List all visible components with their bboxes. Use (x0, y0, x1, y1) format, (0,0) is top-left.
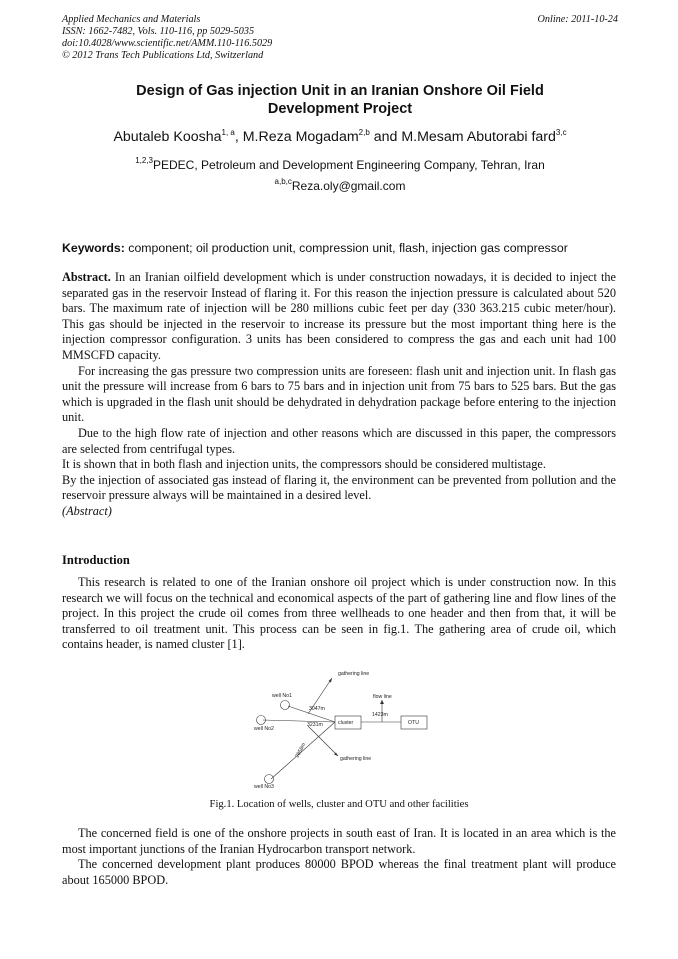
journal-header (62, 14, 618, 62)
introduction-paragraph-1: This research is related to one of the Iranian onshore oil project which is under construction now. In this research we will focus on the technical and economical aspects of the part of gathering line and flow lines of the project. In this project the crude oil comes from three wellheads to one header and then from that, it will be transferred to oil treatment unit. This process can be seen in fig.1. The gathering area of crude oil, which contains header, is named cluster [1]. (62, 575, 616, 652)
line-well2-cluster (263, 720, 335, 722)
abstract-paragraph-4: It is shown that in both flash and injection units, the compressors should be considered multistage. (62, 457, 546, 472)
label-distance-flow: 1423m (372, 712, 388, 718)
abstract-paragraph-2: For increasing the gas pressure two compression units are foreseen: flash unit and injection unit. In flash gas unit the pressure will increase from 6 bars to 75 bars and in injection unit from 75 bars to 525 bars. But the gas which is upgraded in the flash unit should be dehydrated in dehydration package before entering to the injection unit. (62, 363, 616, 425)
author-2: , M.Reza Mogadam (234, 129, 359, 145)
well-3-symbol (265, 775, 274, 784)
gathering-line-bottom (308, 726, 338, 756)
copyright-line: © 2012 Trans Tech Publications Ltd, Switzerland (62, 50, 264, 61)
abstract-label: Abstract. (62, 270, 111, 284)
label-gathering-top: gathering line (338, 671, 370, 677)
field-paragraph-2: The concerned development plant produces 80000 BPOD whereas the final treatment plant will produce about 165000 BPOD. (62, 857, 616, 887)
field-description-section (62, 826, 616, 888)
keywords (62, 241, 618, 255)
email-text[interactable]: Reza.oly@gmail.com (291, 179, 406, 193)
author-1-sup: 1, a (221, 128, 235, 137)
label-flow-line: flow line (373, 694, 392, 700)
issn-line: ISSN: 1662-7482, Vols. 110-116, pp 5029-5035 (62, 26, 255, 37)
field-paragraph-1: The concerned field is one of the onshore projects in south east of Iran. It is located in an area which is the most important junctions of the Iranian Hydrocarbon transport network. (62, 826, 616, 856)
introduction-section (62, 575, 616, 653)
title-line-1: Design of Gas injection Unit in an Iranian Onshore Oil Field (136, 83, 544, 99)
well-1-symbol (281, 701, 290, 710)
abstract-paragraph-3: Due to the high flow rate of injection and other reasons which are discussed in this paper, the compressors are selected from centrifugal types. (62, 425, 616, 456)
arrow-gathering-top (329, 678, 333, 683)
label-well-3: well No3 (254, 784, 274, 790)
affiliation-sup: 1,2,3 (135, 156, 153, 165)
abstract-paragraph-5: By the injection of associated gas instead of flaring it, the environment can be prevented from pollution and the reservoir pressure always will be maintained in a desired level. (62, 472, 616, 503)
keywords-text: component; oil production unit, compression unit, flash, injection gas compressor (124, 241, 568, 255)
email-sup: a,b,c (274, 177, 292, 186)
label-distance-2: 3231m (307, 722, 323, 728)
doi-line: doi:10.4028/www.scientific.net/AMM.110-116.5029 (62, 38, 273, 49)
keywords-label: Keywords: (62, 241, 125, 255)
label-well-1: well No1 (272, 693, 292, 699)
author-email (62, 177, 618, 193)
title-line-2: Development Project (267, 101, 413, 117)
arrow-flow-line (380, 700, 384, 704)
author-1: Abutaleb Koosha (113, 129, 222, 145)
author-2-sup: 2,b (358, 128, 370, 137)
abstract-paragraph-1: Abstract. In an Iranian oilfield development which is under construction nowadays, it is decided to inject the separated gas in the reservoir Instead of flaring it. For this reason the injection pressure is calculated about 520 bars. The maximum rate of injection will be 280 millions cubic feet per day (330 363.215 cubic meter/hour). This gas should be injected in the reservoir to increase its pressure but the most important thing here is the injection compressor configuration. 3 units has been considered to compress the gas and each unit had 100 MMSCFD capacity. (62, 270, 616, 362)
author-3-sup: 3,c (555, 128, 567, 137)
arrow-gathering-bottom (334, 753, 338, 757)
label-otu: OTU (408, 720, 419, 726)
figure-1-svg (252, 664, 442, 792)
journal-name: Applied Mechanics and Materials (62, 14, 201, 25)
label-distance-3: 2858m (294, 742, 308, 759)
label-cluster: cluster (338, 720, 354, 726)
affiliation-text: PEDEC, Petroleum and Development Engineering Company, Tehran, Iran (153, 158, 545, 172)
affiliation (62, 156, 618, 172)
author-list (62, 128, 618, 145)
abstract-tag: (Abstract) (62, 503, 112, 518)
figure-1-caption: Fig.1. Location of wells, cluster and OTU and other facilities (209, 799, 469, 810)
introduction-heading: Introduction (62, 553, 130, 567)
abstract-section (62, 270, 616, 520)
label-well-2: well No2 (254, 726, 274, 732)
online-date: Online: 2011-10-24 (537, 14, 618, 25)
label-distance-1: 3047m (309, 706, 325, 712)
author-3: and M.Mesam Abutorabi fard (369, 129, 556, 145)
paper-title (62, 82, 618, 118)
label-gathering-bottom: gathering line (340, 756, 372, 762)
figure-1-diagram (252, 664, 442, 792)
